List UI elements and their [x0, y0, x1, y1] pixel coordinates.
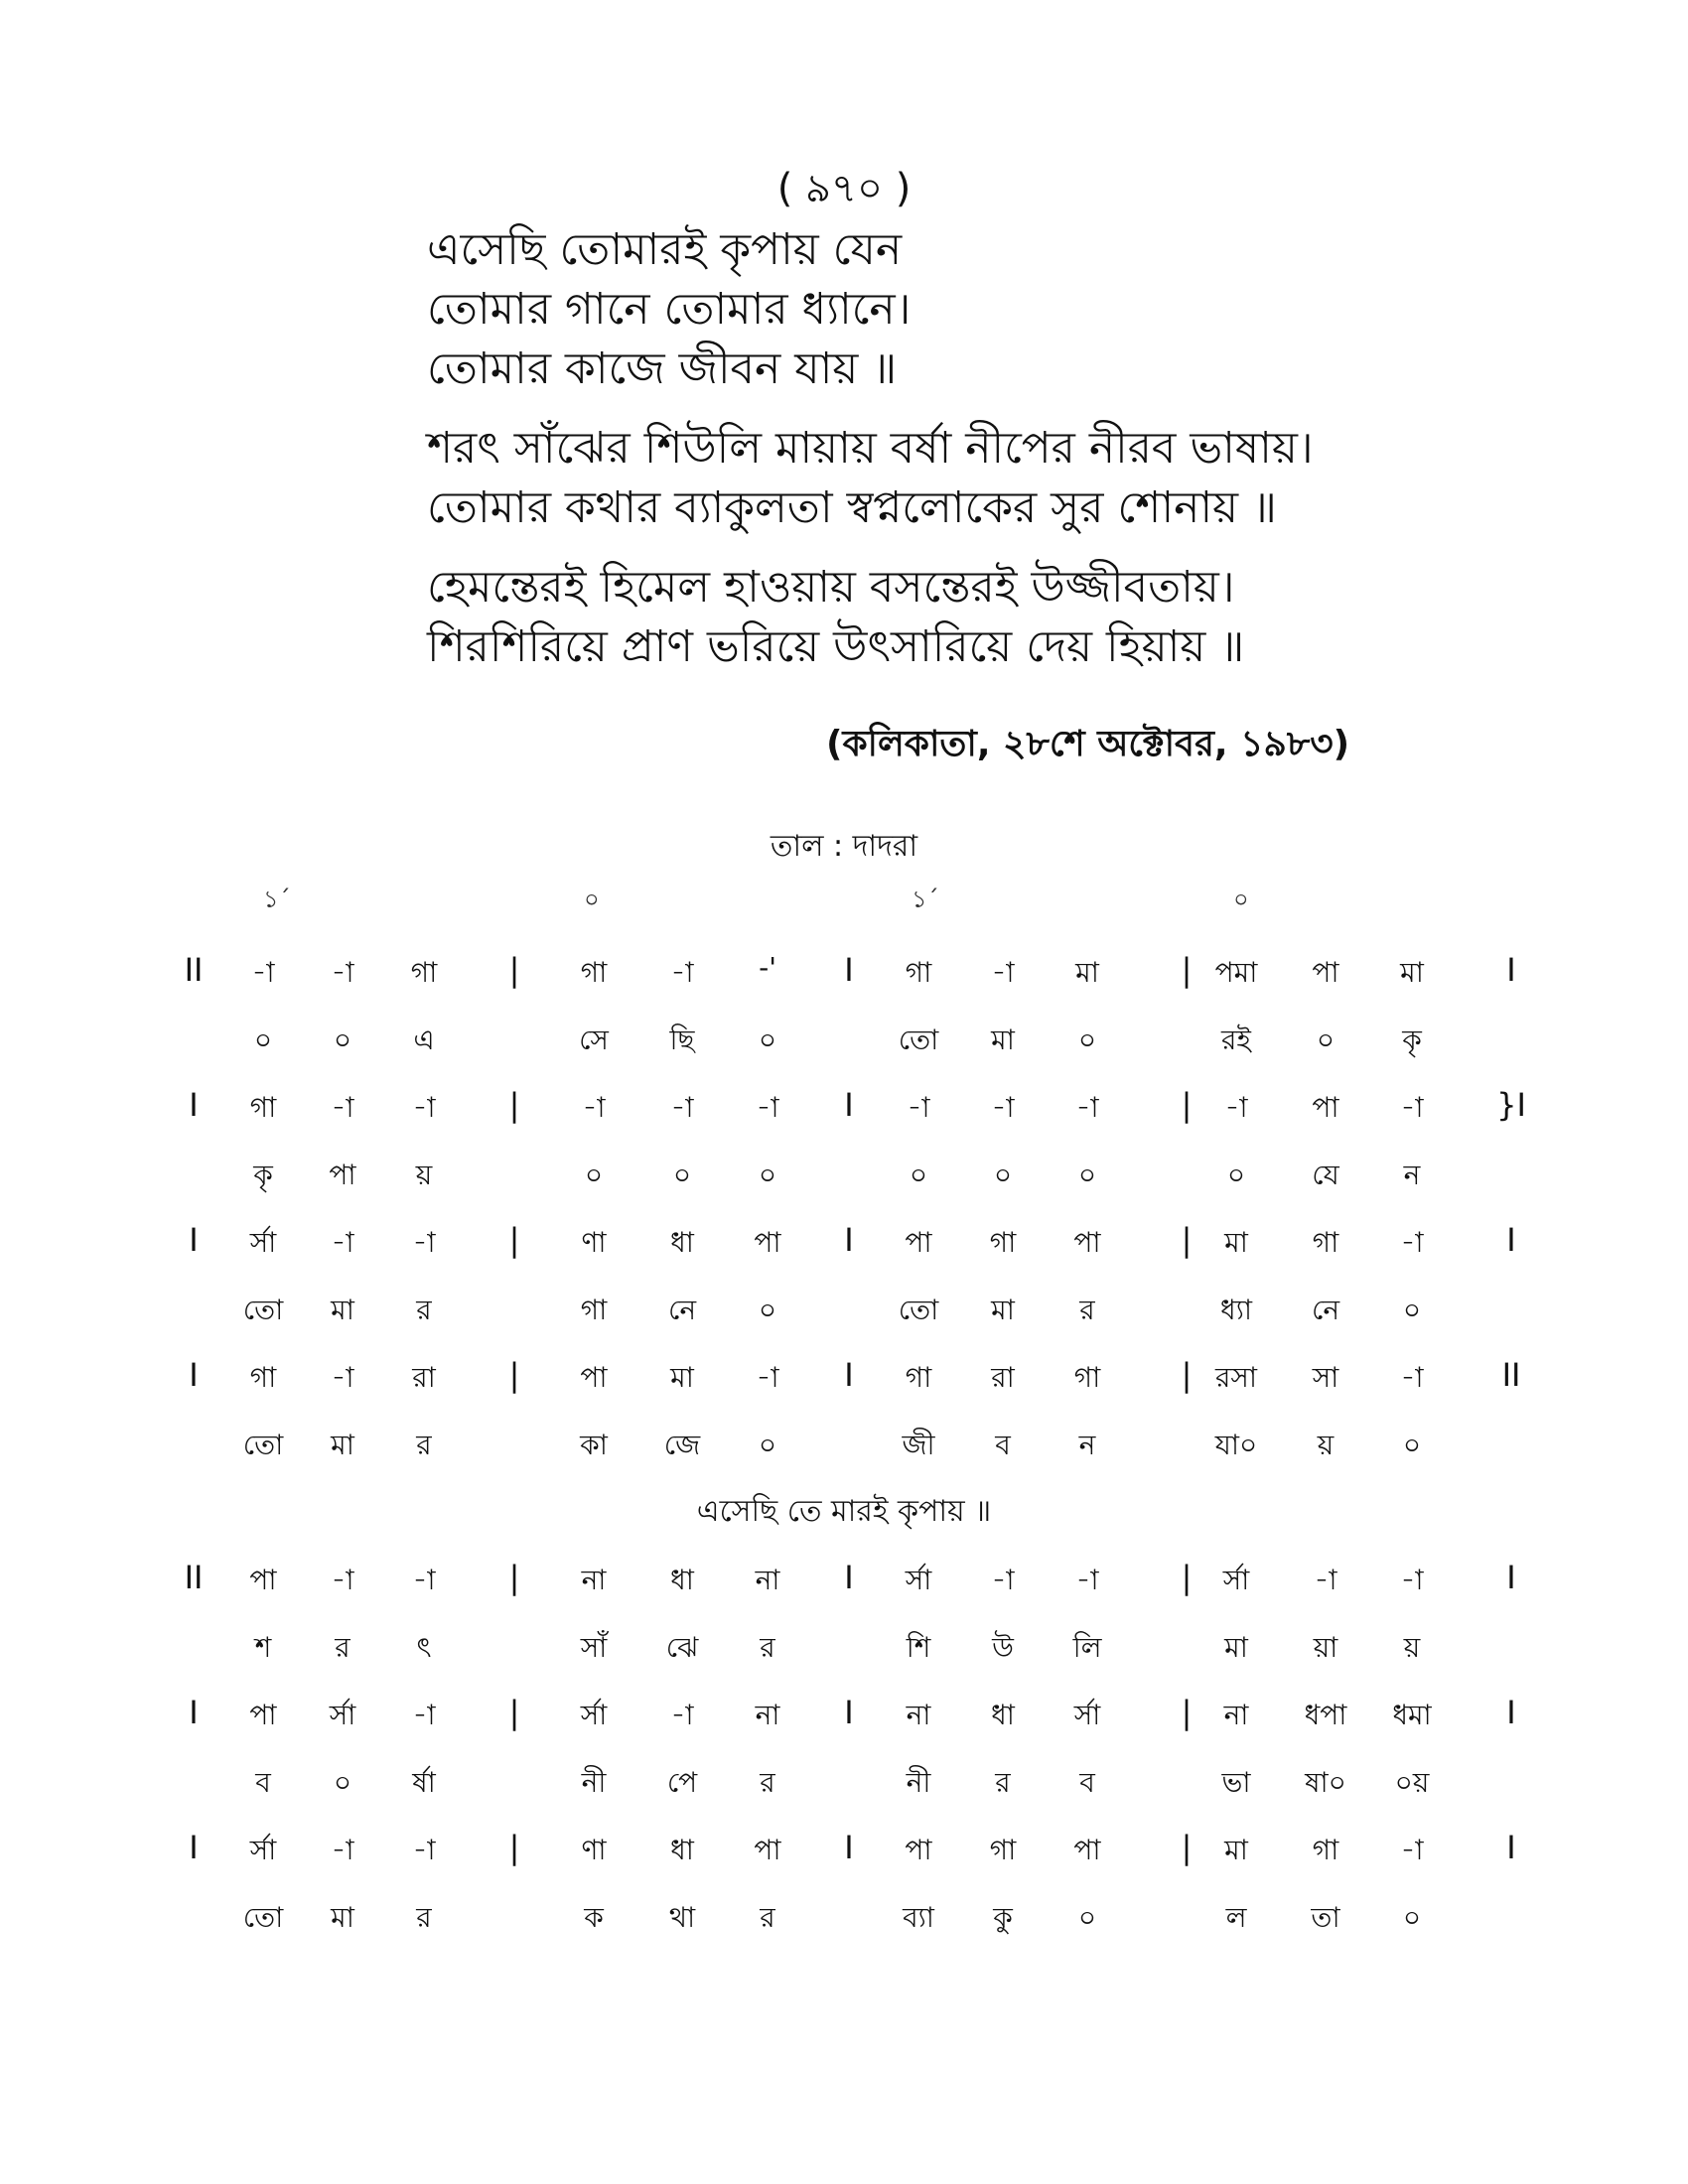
bani-syllable: ব [1079, 1766, 1095, 1799]
swar-note: ধপা [1304, 1699, 1347, 1731]
bar-line: | [508, 951, 520, 989]
bar-line: I [1506, 951, 1516, 989]
swar-note: গা [989, 1834, 1017, 1866]
swar-note: পা [1073, 1834, 1101, 1866]
bani-syllable: য় [1317, 1429, 1335, 1461]
bani-syllable: থা [668, 1901, 696, 1934]
swar-note: -া [1224, 1091, 1248, 1124]
bani-row [0, 1753, 1688, 1821]
bani-syllable: লি [1072, 1631, 1102, 1664]
swar-note: রসা [1214, 1361, 1258, 1394]
swar-note: মা [1400, 956, 1424, 989]
bar-line: II [1501, 1356, 1521, 1394]
bani-syllable: ঝে [665, 1631, 699, 1664]
swar-note: র্সা [329, 1699, 356, 1731]
bani-syllable: ০ [253, 1024, 273, 1056]
bani-syllable: তো [898, 1294, 939, 1326]
stanza-2 [427, 419, 1618, 538]
swar-note: -া [582, 1091, 606, 1124]
swar-note: ধা [991, 1699, 1015, 1731]
swar-note: মা [1075, 956, 1099, 989]
swar-note: না [906, 1699, 931, 1731]
swar-note: ণা [581, 1226, 607, 1259]
swar-note: না [755, 1699, 780, 1731]
swar-note: -া [412, 1226, 436, 1259]
swar-note: পা [905, 1226, 932, 1259]
swar-row [0, 1551, 1688, 1618]
bar-line: | [508, 1559, 520, 1596]
bani-syllable: ০ [758, 1429, 777, 1461]
bani-syllable: ষা০ [1305, 1766, 1346, 1799]
bar-line: I [844, 1694, 854, 1731]
bani-syllable: ০ [1077, 1024, 1097, 1056]
bani-syllable: ব [995, 1429, 1011, 1461]
beat-mark: ০ [1233, 886, 1249, 913]
bani-syllable: মা [1224, 1631, 1248, 1664]
bani-syllable: নে [667, 1294, 697, 1326]
swar-note: -া [412, 1564, 436, 1596]
bar-line: I [189, 1086, 199, 1124]
swar-note: -া [412, 1091, 436, 1124]
bani-syllable: ০ [1402, 1901, 1422, 1934]
swar-note: -া [251, 956, 275, 989]
swar-note: -া [1400, 1226, 1424, 1259]
bani-syllable: তা [1311, 1901, 1340, 1934]
bani-syllable: ০ [1077, 1159, 1097, 1191]
bani-syllable: জী [902, 1429, 935, 1461]
bar-line: | [508, 1356, 520, 1394]
lyric-line: তোমার গানে তোমার ধ্যানে। [427, 284, 912, 335]
bani-syllable: ০ [333, 1024, 352, 1056]
swar-note: ধমা [1392, 1699, 1432, 1731]
bani-syllable: য় [1403, 1631, 1421, 1664]
swar-note: পা [754, 1226, 781, 1259]
swar-note: -' [759, 951, 776, 984]
bar-line: I [844, 1559, 854, 1596]
swar-note: -া [331, 956, 354, 989]
stanza-1 [427, 220, 1618, 399]
bani-syllable: মা [331, 1294, 354, 1326]
bar-line: I [844, 1221, 854, 1259]
bani-syllable: ভা [1221, 1766, 1251, 1799]
bar-line: I [189, 1356, 199, 1394]
swar-row [0, 1821, 1688, 1888]
bani-syllable: তো [242, 1429, 284, 1461]
bani-syllable: র [416, 1429, 432, 1461]
swar-note: রা [991, 1361, 1015, 1394]
swar-note: -া [1075, 1091, 1099, 1124]
swar-note: -া [670, 1091, 694, 1124]
bani-syllable: ধ্যা [1220, 1294, 1252, 1326]
swar-note: গা [1312, 1834, 1339, 1866]
bar-line: I [844, 1086, 854, 1124]
swar-note: -া [991, 1564, 1015, 1596]
swar-note: -া [756, 1361, 779, 1394]
bani-syllable: ক [584, 1901, 604, 1934]
notation-table [0, 943, 1688, 1956]
bani-syllable: শ [254, 1631, 272, 1664]
bar-line: I [189, 1221, 199, 1259]
swar-note: পা [249, 1699, 277, 1731]
swar-note: মা [1224, 1226, 1248, 1259]
swar-note: গা [249, 1091, 277, 1124]
bani-syllable: ব্যা [903, 1901, 934, 1934]
bani-syllable: র [760, 1631, 775, 1664]
swar-note: পা [249, 1564, 277, 1596]
bani-row [0, 1416, 1688, 1483]
bani-syllable: তো [898, 1024, 939, 1056]
bani-syllable: পে [666, 1766, 698, 1799]
bar-line: I [844, 1356, 854, 1394]
swar-note: গা [410, 956, 438, 989]
bani-syllable: ০ [758, 1024, 777, 1056]
bar-line: I [1506, 1694, 1516, 1731]
bani-syllable: ০ [672, 1159, 692, 1191]
bar-line: I [844, 951, 854, 989]
swar-note: -া [991, 956, 1015, 989]
swar-note: পা [1073, 1226, 1101, 1259]
swar-note: না [581, 1564, 607, 1596]
bani-row [0, 1618, 1688, 1686]
beat-marks [0, 882, 1688, 921]
swar-note: -া [670, 956, 694, 989]
bani-syllable: রই [1221, 1024, 1251, 1056]
beat-mark: ০ [584, 886, 600, 913]
bar-line: | [1181, 1559, 1193, 1596]
bani-syllable: ব [255, 1766, 271, 1799]
bar-line: I [1506, 1829, 1516, 1866]
bani-syllable: নে [1311, 1294, 1340, 1326]
bani-syllable: য় [415, 1159, 433, 1191]
bar-line: II [184, 951, 204, 989]
bani-syllable: র [416, 1294, 432, 1326]
swar-note: মা [1224, 1834, 1248, 1866]
reprise-line [0, 1483, 1688, 1551]
bani-syllable: ৎ [416, 1631, 432, 1664]
swar-note: -া [331, 1091, 354, 1124]
bani-syllable: উ [992, 1631, 1014, 1664]
swar-note: -া [907, 1091, 930, 1124]
swar-row [0, 1213, 1688, 1281]
dateline: (কলিকাতা, ২৮শে অক্টোবর, ১৯৮৩) [826, 724, 1350, 764]
bani-syllable: ০ [1402, 1429, 1422, 1461]
swar-note: পা [1312, 1091, 1339, 1124]
bar-line: | [1181, 1086, 1193, 1124]
swar-row [0, 1078, 1688, 1146]
bani-syllable: ন [1403, 1159, 1421, 1191]
bar-line: I [1506, 1559, 1516, 1596]
bar-line: I [189, 1694, 199, 1731]
swar-note: পা [754, 1834, 781, 1866]
swar-note: র্সা [249, 1834, 277, 1866]
bani-syllable: ০ [758, 1159, 777, 1191]
swar-note: পা [1312, 956, 1339, 989]
bani-syllable: যা০ [1214, 1429, 1258, 1461]
bani-row [0, 1281, 1688, 1348]
bani-syllable: জে [663, 1429, 701, 1461]
swar-note: ধা [670, 1834, 694, 1866]
bar-line: | [508, 1694, 520, 1731]
swar-note: -া [1400, 1834, 1424, 1866]
bani-row [0, 1011, 1688, 1078]
bar-line: I [844, 1829, 854, 1866]
bani-syllable: র [760, 1766, 775, 1799]
swar-note: গা [1073, 1361, 1101, 1394]
bar-line: | [508, 1086, 520, 1124]
swar-note: পা [580, 1361, 608, 1394]
bani-syllable: যে [1312, 1159, 1339, 1191]
bar-line: | [508, 1221, 520, 1259]
bar-line: II [184, 1559, 204, 1596]
bar-line: | [1181, 1356, 1193, 1394]
swar-note: -া [1400, 1091, 1424, 1124]
swar-note: -া [1075, 1564, 1099, 1596]
reprise-text: এসেছি তে মারই কৃপায় ॥ [696, 1494, 992, 1529]
bani-syllable: মা [991, 1294, 1015, 1326]
swar-note: -া [1400, 1564, 1424, 1596]
bani-syllable: ০ [584, 1159, 604, 1191]
lyric-line: শিরশিরিয়ে প্রাণ ভরিয়ে উৎসারিয়ে দেয় হিয়ায় ॥ [427, 621, 1245, 672]
bani-syllable: মা [331, 1901, 354, 1934]
bani-syllable: ০য় [1394, 1766, 1430, 1799]
bani-syllable: ল [1225, 1901, 1247, 1934]
bar-line: | [508, 1829, 520, 1866]
swar-note: গা [905, 956, 932, 989]
swar-note: -া [1400, 1361, 1424, 1394]
beat-mark: ১´ [912, 886, 939, 913]
lyric-line: তোমার কথার ব্যাকুলতা স্বপ্নলোকের সুর শোনায় ॥ [427, 482, 1277, 533]
swar-note: মা [670, 1361, 694, 1394]
bani-syllable: গা [580, 1294, 608, 1326]
bani-syllable: তো [242, 1294, 284, 1326]
bani-syllable: র [760, 1901, 775, 1934]
bani-syllable: শি [906, 1631, 931, 1664]
swar-row [0, 1686, 1688, 1753]
bani-syllable: মা [331, 1429, 354, 1461]
bani-syllable: ০ [1402, 1294, 1422, 1326]
swar-note: -া [331, 1226, 354, 1259]
bar-line: I [1506, 1221, 1516, 1259]
stanza-3 [427, 558, 1618, 677]
lyric-line: হেমন্তেরই হিমেল হাওয়ায় বসন্তেরই উজ্জীবতায়। [427, 562, 1235, 613]
bani-syllable: কা [580, 1429, 608, 1461]
swar-note: গা [580, 956, 608, 989]
swar-row [0, 1348, 1688, 1416]
swar-note: না [1223, 1699, 1249, 1731]
swar-note: র্সা [249, 1226, 277, 1259]
swar-note: পমা [1214, 956, 1258, 989]
bani-syllable: কৃ [253, 1159, 273, 1191]
lyrics [427, 220, 1618, 697]
bani-syllable: র [1079, 1294, 1095, 1326]
swar-note: ধা [670, 1226, 694, 1259]
swar-row [0, 943, 1688, 1011]
swar-note: র্সা [580, 1699, 608, 1731]
lyric-line: শরৎ সাঁঝের শিউলি মায়ায় বর্ষা নীপের নীরব ভাষায়। [427, 423, 1314, 474]
bani-syllable: ন [1078, 1429, 1096, 1461]
bani-row [0, 1888, 1688, 1956]
bani-syllable: ০ [909, 1159, 928, 1191]
bani-syllable: মা [991, 1024, 1015, 1056]
bar-line: | [1181, 1221, 1193, 1259]
bani-syllable: ০ [1316, 1024, 1336, 1056]
bani-syllable: তো [242, 1901, 284, 1934]
swar-note: -া [756, 1091, 779, 1124]
bani-syllable: র [995, 1766, 1011, 1799]
bar-line: I [189, 1829, 199, 1866]
swar-note: -া [331, 1834, 354, 1866]
page-number: ( ৯৭০ ) [776, 166, 912, 211]
bani-row [0, 1146, 1688, 1213]
bar-line: | [1181, 951, 1193, 989]
swar-note: গা [989, 1226, 1017, 1259]
bani-syllable: সাঁ [580, 1631, 608, 1664]
swar-note: ধা [670, 1564, 694, 1596]
bani-syllable: ছি [669, 1024, 695, 1056]
bar-line: }I [1496, 1086, 1526, 1124]
swar-note: -া [670, 1699, 694, 1731]
swar-note: গা [249, 1361, 277, 1394]
swar-note: র্সা [1222, 1564, 1250, 1596]
swar-note: সা [1312, 1361, 1339, 1394]
bani-syllable: ০ [333, 1766, 352, 1799]
swar-note: -া [1314, 1564, 1337, 1596]
swar-note: -া [412, 1699, 436, 1731]
bani-syllable: নী [581, 1766, 607, 1799]
lyric-line: তোমার কাজে জীবন যায় ॥ [427, 343, 898, 394]
bani-syllable: নী [906, 1766, 931, 1799]
bani-syllable: য়া [1313, 1631, 1338, 1664]
bani-syllable: কৃ [1402, 1024, 1422, 1056]
taal-label: তাল : দাদরা [770, 829, 918, 864]
bani-syllable: র্ষা [412, 1766, 436, 1799]
bani-syllable: ০ [993, 1159, 1013, 1191]
swar-note: -া [991, 1091, 1015, 1124]
lyric-line: এসেছি তোমারই কৃপায় যেন [427, 224, 903, 275]
swar-note: ণা [581, 1834, 607, 1866]
bar-line: | [1181, 1829, 1193, 1866]
swar-note: -া [331, 1361, 354, 1394]
swar-note: র্সা [1073, 1699, 1101, 1731]
swar-note: গা [905, 1361, 932, 1394]
bani-syllable: ০ [758, 1294, 777, 1326]
bani-syllable: র [416, 1901, 432, 1934]
bani-syllable: কু [993, 1901, 1013, 1934]
swar-note: পা [905, 1834, 932, 1866]
bani-syllable: পা [329, 1159, 356, 1191]
swar-note: র্সা [905, 1564, 932, 1596]
swar-note: -া [331, 1564, 354, 1596]
bani-syllable: ০ [1226, 1159, 1246, 1191]
swar-note: -া [412, 1834, 436, 1866]
swar-note: গা [1312, 1226, 1339, 1259]
bar-line: | [1181, 1694, 1193, 1731]
bani-syllable: সে [579, 1024, 609, 1056]
bani-syllable: র [335, 1631, 351, 1664]
swar-note: রা [412, 1361, 436, 1394]
swar-note: না [755, 1564, 780, 1596]
bani-syllable: এ [413, 1024, 435, 1056]
beat-mark: ১´ [263, 886, 291, 913]
bani-syllable: ০ [1077, 1901, 1097, 1934]
